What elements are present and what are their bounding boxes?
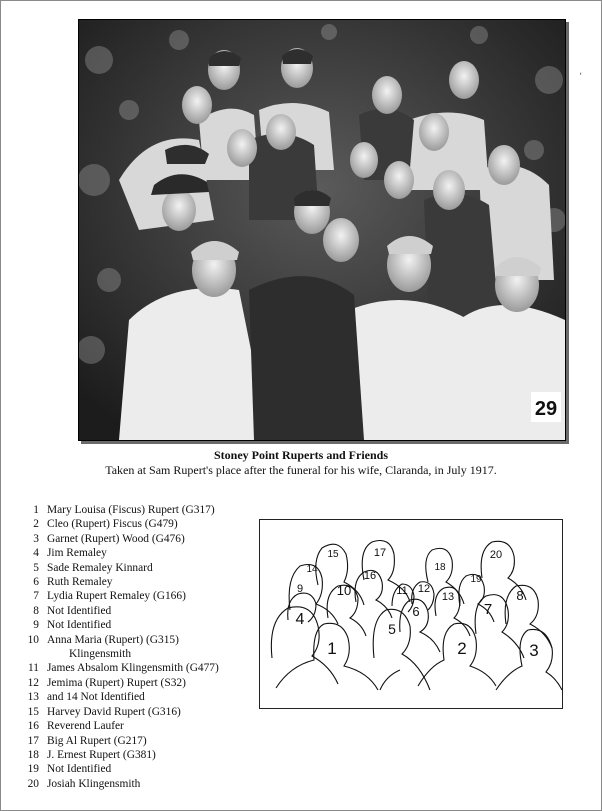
silhouette-7 — [475, 595, 524, 658]
legend-number: 10 — [27, 633, 39, 646]
legend-item — [25, 517, 265, 531]
key-label-18: 18 — [434, 562, 446, 573]
key-label-8: 8 — [516, 588, 524, 603]
legend-name: Garnet (Rupert) Wood (G476) — [47, 532, 185, 545]
legend-number: 12 — [27, 676, 39, 689]
legend-name: Anna Maria (Rupert) (G315) — [47, 633, 179, 646]
legend-name: Klingensmith — [69, 648, 132, 661]
legend-item — [25, 719, 265, 733]
legend-number: 8 — [33, 604, 39, 617]
legend-name: Jim Remaley — [47, 547, 107, 560]
legend-number: 1 — [33, 504, 39, 516]
key-label-15: 15 — [327, 549, 339, 560]
key-label-9: 9 — [296, 583, 304, 595]
legend-item — [25, 676, 265, 690]
margin-mark: ‘ — [579, 71, 582, 80]
legend-item — [25, 777, 265, 791]
key-label-5: 5 — [388, 621, 396, 637]
legend-number: 18 — [27, 748, 39, 761]
legend-item — [25, 647, 265, 661]
legend-name: James Absalom Klingensmith (G477) — [47, 662, 219, 675]
legend-item — [25, 762, 265, 776]
key-label-2: 2 — [457, 639, 467, 658]
legend-item — [25, 604, 265, 618]
key-label-14: 14 — [306, 564, 318, 575]
legend-item — [25, 546, 265, 560]
legend-number: 6 — [33, 576, 39, 589]
key-label-13: 13 — [441, 591, 455, 603]
key-label-20: 20 — [489, 549, 503, 561]
group-photo-illustration — [79, 20, 565, 440]
key-label-19: 19 — [470, 574, 482, 585]
legend-name: Big Al Rupert (G217) — [47, 734, 147, 747]
legend-name: Reverend Laufer — [47, 720, 124, 733]
legend-number: 9 — [33, 619, 39, 632]
legend-number: 17 — [27, 734, 39, 747]
legend-number: 11 — [28, 662, 39, 675]
legend-name: Not Identified — [47, 604, 112, 617]
silhouette-6 — [400, 599, 440, 652]
legend-number: 3 — [33, 532, 39, 545]
group-photo — [78, 19, 566, 441]
legend-name: Jemima (Rupert) Rupert (S32) — [47, 676, 186, 689]
legend-item — [25, 690, 265, 704]
legend-number — [25, 647, 39, 661]
key-label-6: 6 — [412, 604, 420, 619]
position-key-diagram — [259, 519, 563, 709]
key-label-10: 10 — [336, 583, 352, 598]
legend-number: 15 — [27, 705, 39, 718]
legend-item — [25, 589, 265, 603]
legend-item — [25, 532, 265, 546]
legend-item — [25, 618, 265, 632]
legend-item — [25, 561, 265, 575]
key-label-16: 16 — [363, 570, 377, 582]
legend-number: 19 — [27, 763, 39, 776]
key-label-12: 12 — [417, 583, 431, 595]
position-key-svg — [260, 520, 562, 708]
people-legend — [25, 503, 265, 791]
key-label-11: 11 — [396, 585, 408, 597]
legend-item — [25, 575, 265, 589]
legend-item — [25, 661, 265, 675]
legend-name: Josiah Klingensmith — [47, 777, 141, 790]
legend-name: Cleo (Rupert) Fiscus (G479) — [47, 518, 178, 531]
key-label-4: 4 — [295, 611, 305, 628]
legend-number: 2 — [33, 518, 39, 531]
silhouette-8 — [505, 585, 552, 648]
legend-name: Not Identified — [47, 619, 112, 632]
key-label-1: 1 — [327, 639, 337, 658]
legend-name: J. Ernest Rupert (G381) — [47, 748, 156, 761]
legend-name: Harvey David Rupert (G316) — [47, 705, 181, 718]
legend-name: Lydia Rupert Remaley (G166) — [47, 590, 186, 603]
key-label-3: 3 — [529, 641, 539, 660]
legend-item — [25, 633, 265, 647]
legend-item — [25, 503, 265, 517]
legend-number: 4 — [33, 547, 39, 560]
key-label-7: 7 — [483, 601, 493, 618]
legend-name: Not Identified — [47, 763, 112, 776]
legend-name: Mary Louisa (Fiscus) Rupert (G317) — [47, 504, 215, 516]
legend-name: Sade Remaley Kinnard — [47, 561, 153, 574]
key-label-17: 17 — [373, 547, 387, 559]
caption-subtitle: Taken at Sam Rupert's place after the funeral for his wife, Claranda, in July 1917. — [105, 463, 497, 477]
legend-number: 5 — [33, 561, 39, 574]
silhouette-right-edge — [380, 670, 400, 690]
legend-number: 20 — [27, 777, 39, 790]
photo-tag-number: 29 — [534, 398, 558, 420]
legend-number: 7 — [33, 590, 39, 603]
legend-item — [25, 734, 265, 748]
legend-number: 16 — [27, 720, 39, 733]
legend-number: 13 — [27, 691, 39, 704]
legend-item — [25, 705, 265, 719]
legend-name: and 14 Not Identified — [47, 691, 145, 704]
caption-title: Stoney Point Ruperts and Friends — [213, 448, 389, 462]
silhouette-5 — [373, 609, 430, 690]
legend-item — [25, 748, 265, 762]
legend-name: Ruth Remaley — [47, 576, 113, 589]
